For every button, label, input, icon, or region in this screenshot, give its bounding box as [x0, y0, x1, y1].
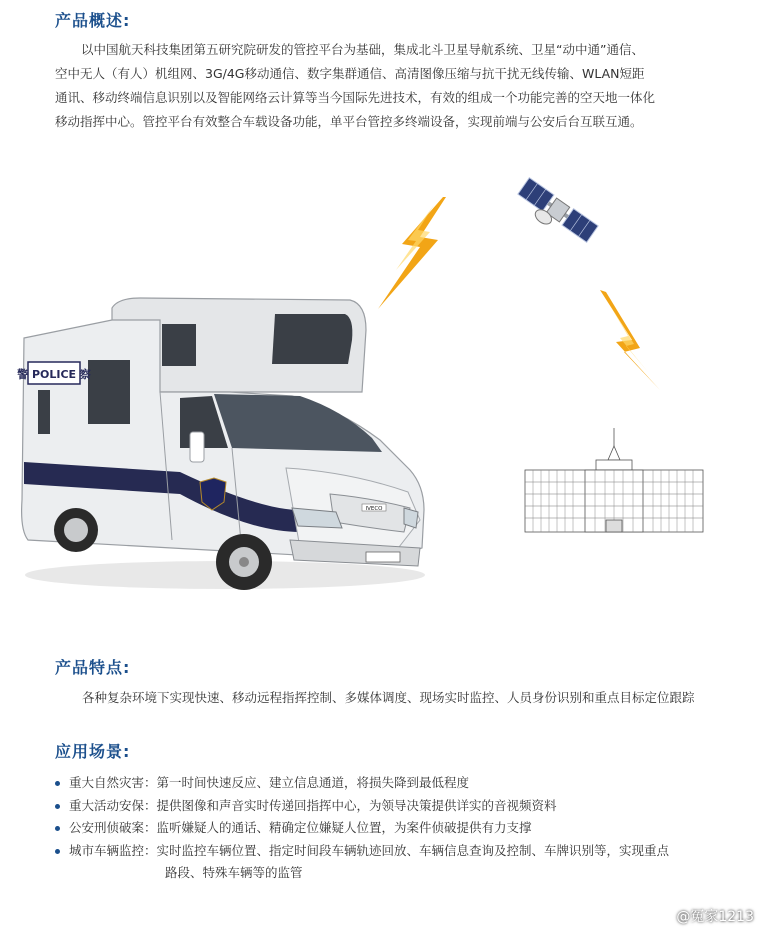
scenario-text: 城市车辆监控：实时监控车辆位置、指定时间段车辆轨迹回放、车辆信息查询及控制、车牌识别等，实现重点 — [69, 842, 670, 858]
van-sign-text: 警 POLICE 察 — [17, 368, 91, 381]
scenario-text: 重大活动安保：提供图像和声音实时传递回指挥中心，为领导决策提供详实的音视频资料 — [69, 797, 557, 813]
scenarios-title: 应用场景: — [55, 742, 131, 761]
watermark-text: @冤家1213 — [676, 909, 754, 925]
list-item — [55, 840, 735, 885]
scenario-text: 重大自然灾害：第一时间快速反应、建立信息通道，将损失降到最低程度 — [69, 775, 470, 790]
bullet-icon — [55, 781, 60, 786]
building-icon — [525, 428, 703, 532]
overview-line: 空中无人（有人）机组网、3G/4G移动通信、数字集群通信、高清图像压缩与抗干扰无线传输、WLAN短距 — [55, 66, 645, 81]
scenario-text-continued: 路段、特殊车辆等的监管 — [165, 865, 303, 880]
scenarios-list — [55, 772, 735, 885]
list-item — [55, 795, 735, 818]
overview-title: 产品概述: — [55, 11, 131, 30]
watermark — [652, 906, 754, 926]
weibo-icon — [652, 908, 672, 924]
features-title: 产品特点: — [55, 658, 131, 677]
bullet-icon — [55, 804, 60, 809]
bullet-icon — [55, 849, 60, 854]
overview-line: 以中国航天科技集团第五研究院研发的管控平台为基础，集成北斗卫星导航系统、卫星“动中通”通信、 — [81, 42, 644, 57]
van-brand-text: IVECO — [365, 506, 383, 512]
features-text: 各种复杂环境下实现快速、移动远程指挥控制、多媒体调度、现场实时监控、人员身份识别和重点目标定位跟踪 — [82, 690, 695, 705]
list-item — [55, 817, 735, 840]
lightning-icon — [600, 290, 660, 390]
satellite-icon — [512, 178, 598, 251]
overview-line: 移动指挥中心。管控平台有效整合车载设备功能，单平台管控多终端设备，实现前端与公安后台互联互通。 — [55, 114, 643, 129]
overview-line: 通讯、移动终端信息识别以及智能网络云计算等当今国际先进技术，有效的组成一个功能完善的空天地一体化 — [55, 90, 656, 105]
police-van — [17, 298, 425, 590]
bullet-icon — [55, 826, 60, 831]
lightning-icon — [378, 197, 446, 309]
list-item — [55, 772, 735, 795]
scenario-text: 公安刑侦破案：监听嫌疑人的通话、精确定位嫌疑人位置，为案件侦破提供有力支撑 — [69, 820, 532, 835]
